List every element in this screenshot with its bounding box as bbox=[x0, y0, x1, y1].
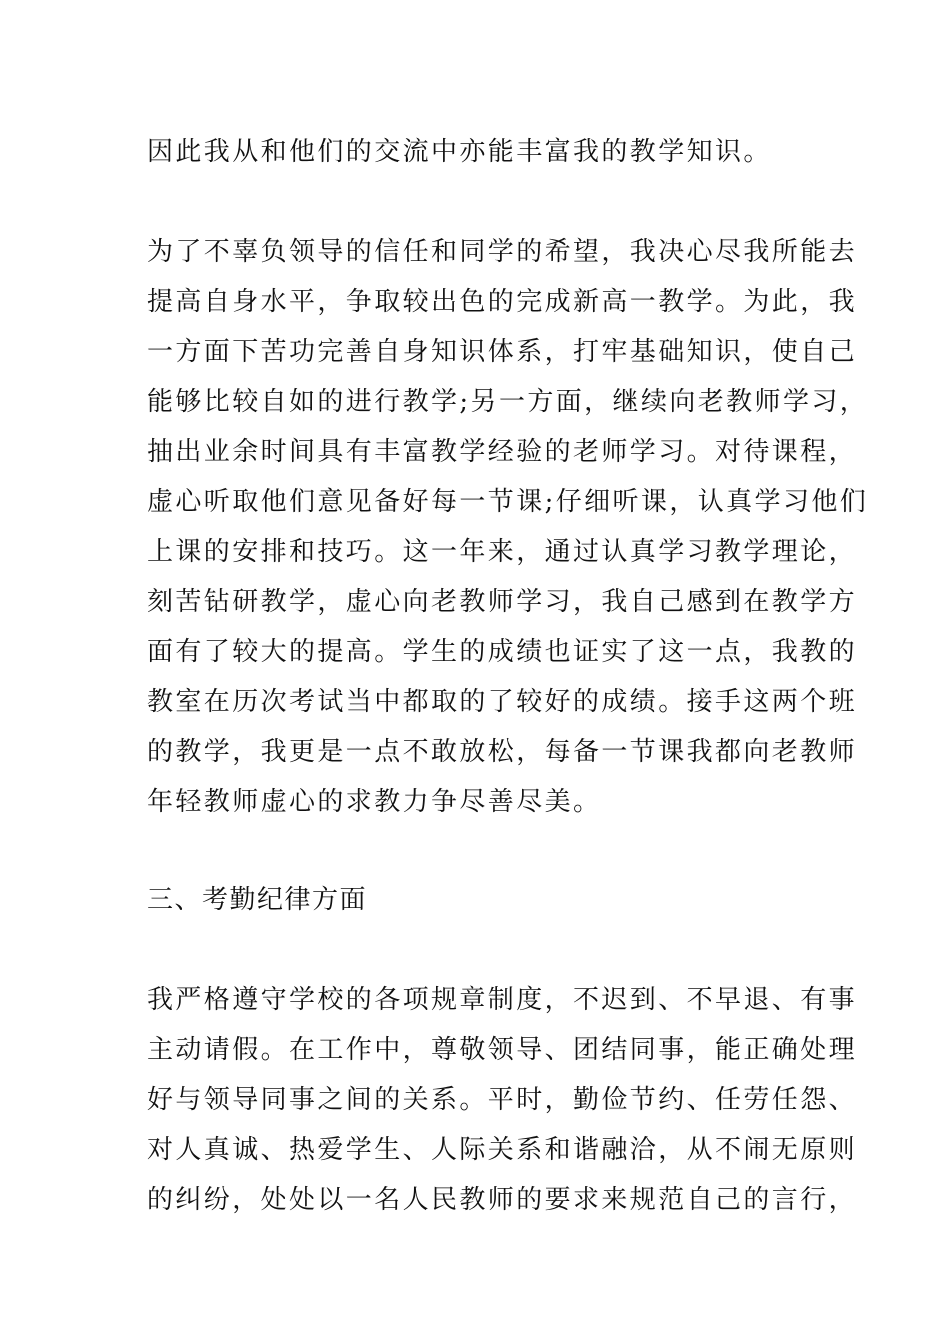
paragraph-2-line-12: 年轻教师虚心的求教力争尽善尽美。 bbox=[147, 787, 602, 817]
paragraph-2-line-9: 面有了较大的提高。学生的成绩也证实了这一点，我教的 bbox=[147, 637, 858, 667]
paragraph-2-line-1: 为了不辜负领导的信任和同学的希望，我决心尽我所能去 bbox=[147, 237, 858, 267]
paragraph-3-line-1: 我严格遵守学校的各项规章制度，不迟到、不早退、有事 bbox=[147, 985, 858, 1015]
paragraph-2-line-2: 提高自身水平，争取较出色的完成新高一教学。为此，我 bbox=[147, 287, 858, 317]
paragraph-2-line-5: 抽出业余时间具有丰富教学经验的老师学习。对待课程， bbox=[147, 437, 858, 467]
paragraph-2-line-7: 上课的安排和技巧。这一年来，通过认真学习教学理论， bbox=[147, 537, 858, 567]
paragraph-3-line-3: 好与领导同事之间的关系。平时，勤俭节约、任劳任怨、 bbox=[147, 1085, 858, 1115]
section-heading: 三、考勤纪律方面 bbox=[147, 885, 368, 915]
paragraph-2-line-11: 的教学，我更是一点不敢放松，每备一节课我都向老教师 bbox=[147, 737, 858, 767]
paragraph-2-line-3: 一方面下苦功完善自身知识体系，打牢基础知识，使自己 bbox=[147, 337, 858, 367]
paragraph-3-line-5: 的纠纷，处处以一名人民教师的要求来规范自己的言行， bbox=[147, 1185, 858, 1215]
paragraph-2-line-10: 教室在历次考试当中都取的了较好的成绩。接手这两个班 bbox=[147, 687, 858, 717]
paragraph-2-line-8: 刻苦钻研教学，虚心向老教师学习，我自己感到在教学方 bbox=[147, 587, 858, 617]
paragraph-2-line-6: 虚心听取他们意见备好每一节课;仔细听课，认真学习他们 bbox=[147, 487, 869, 517]
paragraph-3-line-2: 主动请假。在工作中，尊敬领导、团结同事，能正确处理 bbox=[147, 1035, 858, 1065]
paragraph-1-line-1: 因此我从和他们的交流中亦能丰富我的教学知识。 bbox=[147, 137, 772, 167]
paragraph-2-line-4: 能够比较自如的进行教学;另一方面，继续向老教师学习， bbox=[147, 387, 869, 417]
paragraph-3-line-4: 对人真诚、热爱学生、人际关系和谐融洽，从不闹无原则 bbox=[147, 1135, 858, 1165]
